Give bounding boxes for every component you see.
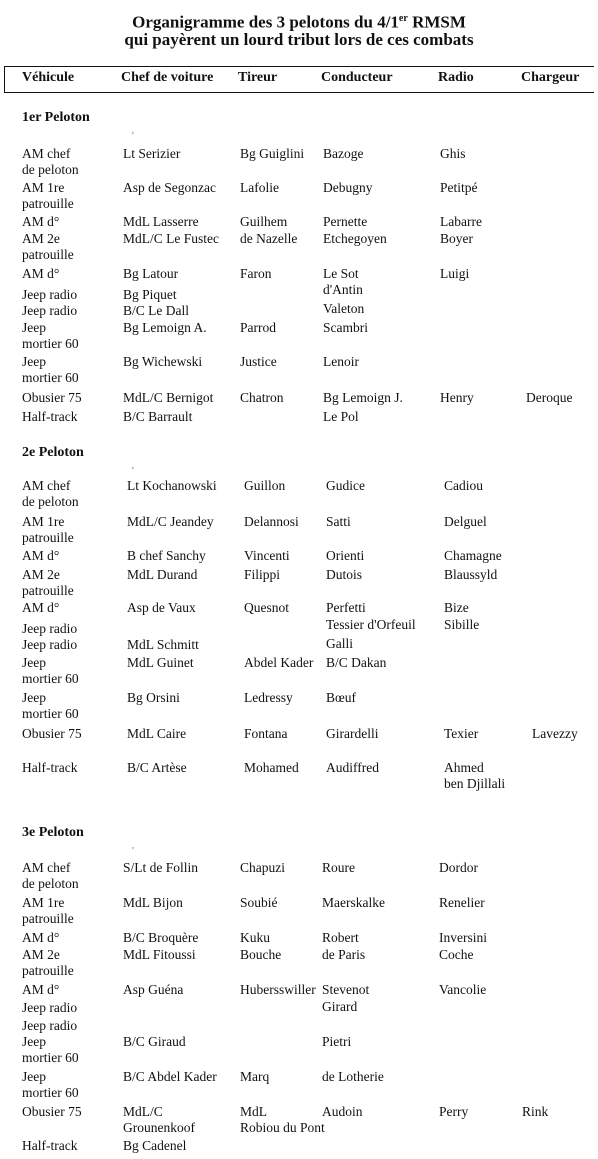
cell-vehicule: Jeep mortier 60 (22, 655, 79, 686)
cell-conducteur: Audiffred (326, 760, 379, 775)
cell-chef: MdL/C Le Fustec (123, 231, 219, 246)
cell-vehicule: Jeep radio (22, 1018, 78, 1033)
cell-vehicule: AM 1re patrouille (22, 514, 74, 545)
cell-radio: Renelier (439, 895, 485, 910)
cell-conducteur: Orienti (326, 548, 365, 563)
cell-conducteur: Gudice (326, 478, 365, 493)
cell-conducteur: Robert (322, 930, 359, 945)
peloton-heading: 3e Peloton (22, 825, 84, 840)
cell-tireur: Vincenti (244, 548, 290, 563)
cell-tireur: Soubié (240, 895, 278, 910)
cell-vehicule: Obusier 75 (22, 726, 82, 741)
cell-chef: Asp Guéna (123, 982, 184, 997)
header-chef: Chef de voiture (121, 70, 214, 85)
cell-conducteur: Girard (322, 999, 358, 1014)
cell-conducteur: Galli (326, 636, 353, 651)
cell-vehicule: Obusier 75 (22, 1104, 82, 1119)
cell-conducteur: B/C Dakan (326, 655, 387, 670)
cell-tireur: Marq (240, 1069, 270, 1084)
cell-chef: B/C Abdel Kader (123, 1069, 217, 1084)
cell-chef: MdL Caire (127, 726, 187, 741)
header-rule-bottom (4, 92, 594, 93)
cell-tireur: Lafolie (240, 180, 279, 195)
cell-conducteur: Maerskalke (322, 895, 385, 910)
cell-chef: MdL Schmitt (127, 637, 199, 652)
header-rule-top (4, 66, 594, 67)
cell-radio: Vancolie (439, 982, 487, 997)
cell-chef: MdL Guinet (127, 655, 194, 670)
cell-chef: Bg Piquet (123, 287, 177, 302)
cell-tireur: Hubersswiller (240, 982, 316, 997)
cell-chef: MdL/C Grounenkoof (123, 1104, 195, 1135)
cell-radio: Bize (444, 600, 469, 615)
cell-conducteur: Roure (322, 860, 355, 875)
cell-tireur: Guilhem (240, 214, 288, 229)
cell-conducteur: Perfetti (326, 600, 366, 615)
cell-chef: Lt Serizier (123, 146, 181, 161)
cell-tireur: Justice (240, 354, 277, 369)
header-radio: Radio (438, 70, 474, 85)
header-tireur: Tireur (238, 70, 278, 85)
cell-vehicule: Jeep mortier 60 (22, 690, 79, 721)
cell-chef: Bg Cadenel (123, 1138, 187, 1153)
cell-chargeur: Deroque (526, 390, 573, 405)
cell-conducteur: Valeton (323, 301, 365, 316)
section-tick: ' (132, 846, 134, 857)
cell-radio: Sibille (444, 617, 480, 632)
cell-chargeur: Rink (522, 1104, 549, 1119)
cell-tireur: Filippi (244, 567, 281, 582)
cell-vehicule: AM d° (22, 266, 60, 281)
cell-vehicule: AM d° (22, 930, 60, 945)
cell-chef: Bg Latour (123, 266, 179, 281)
cell-vehicule: Jeep radio (22, 637, 78, 652)
cell-chef: MdL/C Bernigot (123, 390, 214, 405)
cell-vehicule: AM 1re patrouille (22, 180, 74, 211)
cell-tireur: Bg Guiglini (240, 146, 305, 161)
cell-conducteur: Lenoir (323, 354, 359, 369)
cell-conducteur: de Paris (322, 947, 366, 962)
cell-radio: Blaussyld (444, 567, 498, 582)
cell-tireur: Ledressy (244, 690, 293, 705)
cell-radio: Ahmed ben Djillali (444, 760, 506, 791)
cell-tireur: Kuku (240, 930, 270, 945)
cell-vehicule: Jeep mortier 60 (22, 1034, 79, 1065)
peloton-heading: 1er Peloton (22, 110, 90, 125)
cell-chef: B/C Le Dall (123, 303, 189, 318)
cell-radio: Luigi (440, 266, 470, 281)
cell-chef: Asp de Segonzac (123, 180, 216, 195)
cell-vehicule: Obusier 75 (22, 390, 82, 405)
cell-tireur: Parrod (240, 320, 276, 335)
cell-conducteur: de Lotherie (322, 1069, 384, 1084)
cell-chef: MdL/C Jeandey (127, 514, 214, 529)
cell-radio: Petitpé (440, 180, 478, 195)
cell-radio: Coche (439, 947, 474, 962)
cell-chef: Lt Kochanowski (127, 478, 217, 493)
cell-conducteur: Le Sot d'Antin (323, 266, 363, 297)
cell-tireur: Faron (240, 266, 272, 281)
cell-vehicule: Jeep radio (22, 287, 78, 302)
cell-tireur: MdL Robiou du Pont (240, 1104, 325, 1135)
cell-chef: MdL Durand (127, 567, 198, 582)
cell-tireur: Abdel Kader (244, 655, 314, 670)
cell-conducteur: Pernette (323, 214, 368, 229)
cell-chef: MdL Fitoussi (123, 947, 196, 962)
cell-chef: Bg Wichewski (123, 354, 203, 369)
cell-radio: Ghis (440, 146, 466, 161)
cell-vehicule: AM 1re patrouille (22, 895, 74, 926)
cell-radio: Cadiou (444, 478, 483, 493)
cell-vehicule: Jeep mortier 60 (22, 1069, 79, 1100)
cell-radio: Boyer (440, 231, 473, 246)
cell-chargeur: Lavezzy (532, 726, 578, 741)
cell-vehicule: AM 2e patrouille (22, 567, 74, 598)
cell-chef: Asp de Vaux (127, 600, 196, 615)
cell-vehicule: Jeep mortier 60 (22, 354, 79, 385)
header-conducteur: Conducteur (321, 70, 393, 85)
cell-vehicule: AM 2e patrouille (22, 231, 74, 262)
cell-conducteur: Girardelli (326, 726, 379, 741)
section-tick: ' (132, 466, 134, 477)
cell-conducteur: Le Pol (323, 409, 359, 424)
header-vehicule: Véhicule (22, 70, 75, 85)
cell-conducteur: Audoin (322, 1104, 363, 1119)
cell-tireur: Delannosi (244, 514, 299, 529)
cell-vehicule: AM chef de peloton (22, 860, 79, 891)
cell-conducteur: Tessier d'Orfeuil (326, 617, 416, 632)
cell-conducteur: Bœuf (326, 690, 356, 705)
cell-vehicule: AM chef de peloton (22, 146, 79, 177)
cell-vehicule: Half-track (22, 1138, 78, 1153)
cell-tireur: Mohamed (244, 760, 299, 775)
cell-chef: MdL Bijon (123, 895, 183, 910)
cell-vehicule: AM 2e patrouille (22, 947, 74, 978)
title-line-2: qui payèrent un lourd tribut lors de ces combats (124, 30, 474, 49)
cell-chef: S/Lt de Follin (123, 860, 199, 875)
cell-chef: B chef Sanchy (127, 548, 206, 563)
cell-conducteur: Satti (326, 514, 351, 529)
cell-tireur: Chatron (240, 390, 284, 405)
cell-conducteur: Stevenot (322, 982, 370, 997)
cell-chef: B/C Barrault (123, 409, 193, 424)
cell-conducteur: Etchegoyen (323, 231, 387, 246)
cell-vehicule: AM d° (22, 600, 60, 615)
cell-radio: Perry (439, 1104, 469, 1119)
cell-vehicule: AM d° (22, 548, 60, 563)
cell-conducteur: Debugny (323, 180, 373, 195)
cell-chef: B/C Broquère (123, 930, 199, 945)
cell-chef: B/C Artèse (127, 760, 187, 775)
cell-tireur: Guillon (244, 478, 286, 493)
header-rule-left (4, 66, 5, 92)
cell-vehicule: Jeep radio (22, 621, 78, 636)
cell-chef: Bg Lemoign A. (123, 320, 207, 335)
cell-tireur: Quesnot (244, 600, 289, 615)
section-tick: ' (132, 131, 134, 142)
cell-radio: Dordor (439, 860, 478, 875)
cell-vehicule: Half-track (22, 409, 78, 424)
cell-radio: Inversini (439, 930, 487, 945)
cell-vehicule: AM chef de peloton (22, 478, 79, 509)
cell-tireur: de Nazelle (240, 231, 298, 246)
cell-vehicule: AM d° (22, 214, 60, 229)
cell-vehicule: Half-track (22, 760, 78, 775)
cell-conducteur: Dutois (326, 567, 363, 582)
cell-radio: Delguel (444, 514, 487, 529)
cell-chef: B/C Giraud (123, 1034, 186, 1049)
peloton-heading: 2e Peloton (22, 445, 84, 460)
cell-tireur: Fontana (244, 726, 288, 741)
title-line-1: Organigramme des 3 pelotons du 4/1er RMSM (132, 12, 466, 32)
cell-chef: Bg Orsini (127, 690, 180, 705)
cell-vehicule: Jeep radio (22, 1000, 78, 1015)
cell-vehicule: Jeep radio (22, 303, 78, 318)
cell-vehicule: Jeep mortier 60 (22, 320, 79, 351)
cell-conducteur: Scambri (323, 320, 368, 335)
header-chargeur: Chargeur (521, 70, 580, 85)
cell-conducteur: Bg Lemoign J. (323, 390, 403, 405)
cell-radio: Chamagne (444, 548, 502, 563)
cell-conducteur: Pietri (322, 1034, 352, 1049)
cell-conducteur: Bazoge (323, 146, 364, 161)
cell-chef: MdL Lasserre (123, 214, 199, 229)
cell-vehicule: AM d° (22, 982, 60, 997)
cell-radio: Labarre (440, 214, 482, 229)
cell-tireur: Bouche (240, 947, 282, 962)
cell-radio: Texier (444, 726, 479, 741)
cell-radio: Henry (440, 390, 474, 405)
cell-tireur: Chapuzi (240, 860, 285, 875)
